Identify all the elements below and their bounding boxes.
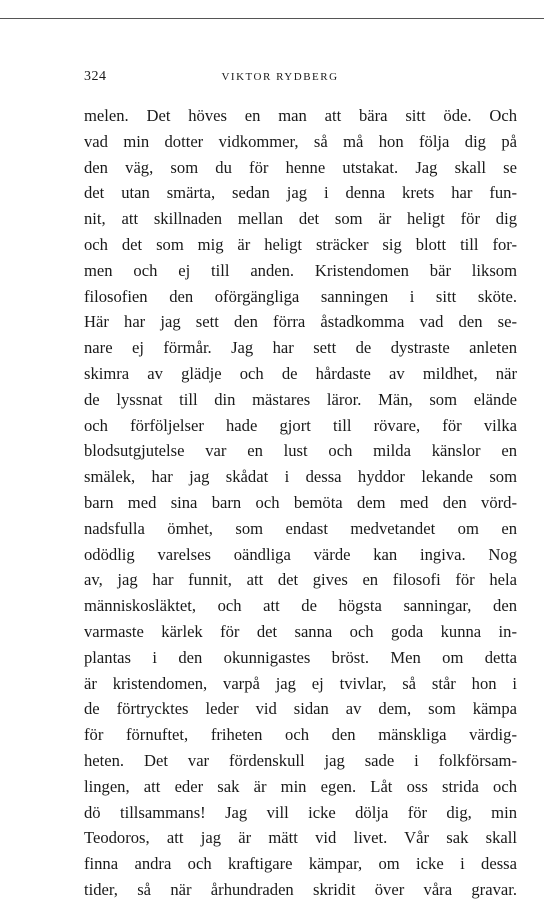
text-line: det utan smärta, sedan jag i denna krets har fun- (84, 183, 517, 203)
text-line: av, jag har funnit, att det gives en filosofi för hela (84, 570, 517, 590)
text-line: nare ej förmår. Jag har sett de dystraste anleten (84, 338, 517, 358)
text-line: de lyssnat till din mästares läror. Män, som elände (84, 389, 517, 409)
text-line: är kristendomen, varpå jag ej tvivlar, så står hon i (84, 673, 517, 693)
text-line: heten. Det var fördenskull jag sade i folkförsam- (84, 750, 517, 770)
page-number: 324 (84, 69, 107, 84)
text-line: plantas i den okunnigastes bröst. Men om detta (84, 647, 517, 667)
text-line: människosläktet, och att de högsta sanningar, den (84, 596, 517, 616)
text-line: finna andra och kraftigare kämpar, om icke i dessa (84, 854, 517, 874)
text-line: men och ej till anden. Kristendomen bär liksom (84, 260, 517, 280)
text-line: nit, att skillnaden mellan det som är heligt för dig (84, 209, 517, 229)
text-line: nadsfulla ömhet, som endast medvetandet om en (84, 518, 517, 538)
top-rule (0, 18, 544, 19)
text-line: dö tillsammans! Jag vill icke dölja för dig, min (84, 802, 517, 822)
text-line: vad min dotter vidkommer, så må hon följa dig på (84, 131, 517, 151)
text-line: skimra av glädje och de hårdaste av mildhet, när (84, 363, 517, 383)
text-line: varmaste kärlek för det sanna och goda kunna in- (84, 621, 517, 641)
text-line: lingen, att eder sak är min egen. Låt oss strida och (84, 776, 517, 796)
text-line: odödlig varelses oändliga värde kan ingiva. Nog (84, 544, 517, 564)
text-line: smälek, har jag skådat i dessa hyddor lekande som (84, 467, 517, 487)
text-line: barn med sina barn och bemöta dem med den vörd- (84, 492, 517, 512)
text-line: de förtrycktes leder vid sidan av dem, som kämpa (84, 699, 517, 719)
text-line: Teodoros, att jag är mätt vid livet. Vår sak skall (84, 828, 517, 848)
text-line: blodsutgjutelse var en lust och milda känslor en (84, 441, 517, 461)
running-head: VIKTOR RYDBERG (221, 71, 339, 83)
text-line: och det som mig är heligt sträcker sig blott till for- (84, 234, 517, 254)
text-line: melen. Det höves en man att bära sitt öde. Och (84, 106, 517, 125)
text-line: filosofien den oförgängliga sanningen i sitt sköte. (84, 286, 517, 306)
text-line: och förföljelser hade gjort till rövare, för vilka (84, 415, 517, 435)
text-line: den väg, som du för henne utstakat. Jag skall se (84, 157, 517, 177)
text-line: Här har jag sett den förra åstadkomma vad den se- (84, 312, 517, 332)
text-line: för förnuftet, friheten och den mänskliga värdig- (84, 725, 517, 745)
body-text (84, 103, 517, 903)
text-line: tider, så när århundraden skridit över våra gravar. (84, 879, 517, 899)
